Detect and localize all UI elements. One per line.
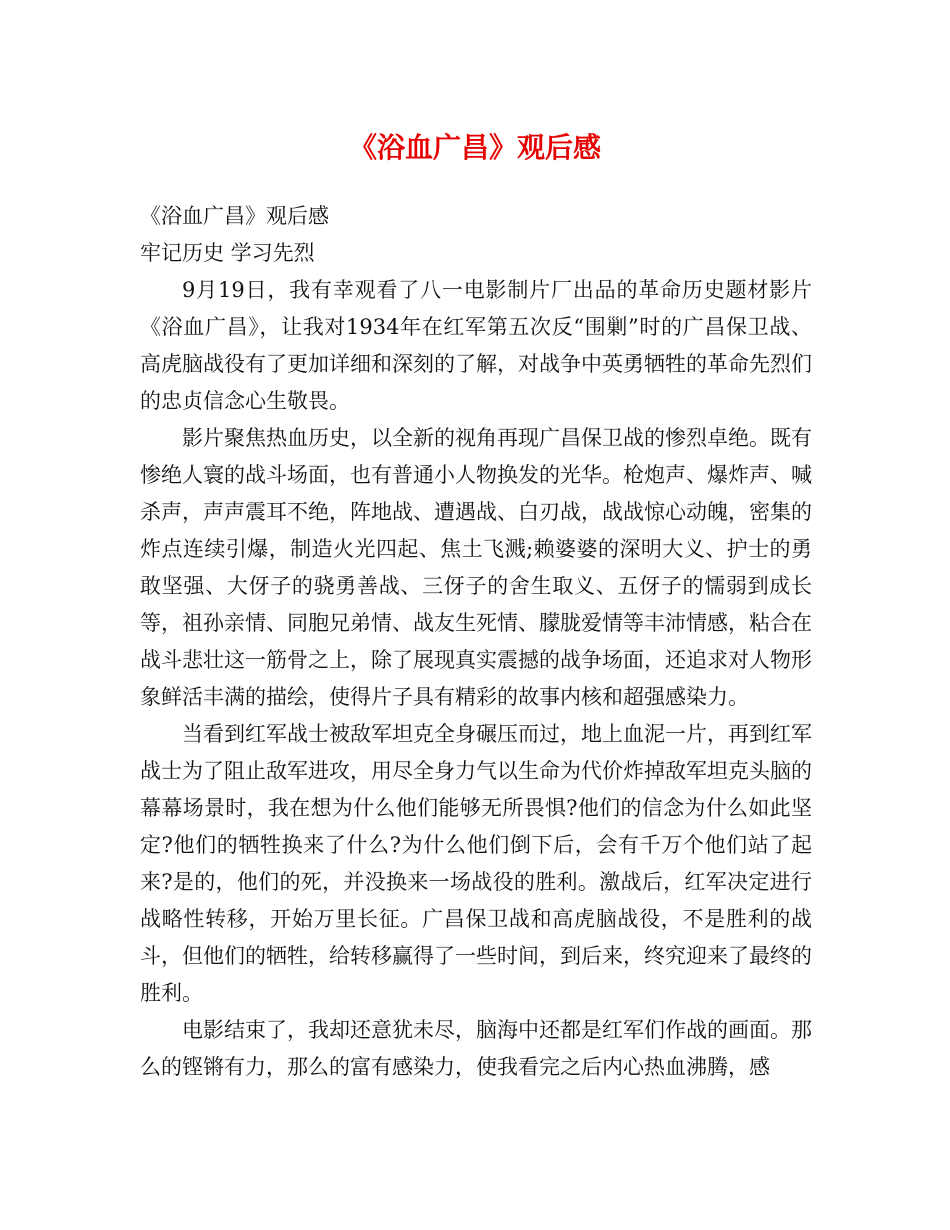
document-body [140, 198, 812, 1086]
page-title: 《浴血广昌》观后感 [348, 131, 601, 164]
paragraph-4: 电影结束了，我却还意犹未尽，脑海中还都是红军们作战的画面。那么的铿锵有力，那么的富有感染力，使我看完之后内心热血沸腾，感 [140, 1018, 812, 1079]
tagline: 牢记历史 学习先烈 [140, 241, 315, 265]
paragraph-2: 影片聚焦热血历史，以全新的视角再现广昌保卫战的惨烈卓绝。既有惨绝人寰的战斗场面，也有普通小人物换发的光华。枪炮声、爆炸声、喊杀声，声声震耳不绝，阵地战、遭遇战、白刃战，战战惊心动魄，密集的炸点连续引爆，制造火光四起、焦土飞溅;赖婆婆的深明大义、护士的勇敢坚强、大伢子的骁勇善战、三伢子的舍生取义、五伢子的懦弱到成长等，祖孙亲情、同胞兄弟情、战友生死情、朦胧爱情等丰沛情感，粘合在战斗悲壮这一筋骨之上，除了展现真实震撼的战争场面，还追求对人物形象鲜活丰满的描绘，使得片子具有精彩的故事内核和超强感染力。 [140, 426, 812, 709]
subtitle: 《浴血广昌》观后感 [140, 204, 329, 228]
paragraph-3: 当看到红军战士被敌军坦克全身碾压而过，地上血泥一片，再到红军战士为了阻止敌军进攻，用尽全身力气以生命为代价炸掉敌军坦克头脑的幕幕场景时，我在想为什么他们能够无所畏惧?他们的信念为什么如此坚定?他们的牺牲换来了什么?为什么他们倒下后，会有千万个他们站了起来?是的，他们的死，并没换来一场战役的胜利。激战后，红军决定进行战略性转移，开始万里长征。广昌保卫战和高虎脑战役，不是胜利的战斗，但他们的牺牲，给转移赢得了一些时间，到后来，终究迎来了最终的胜利。 [140, 722, 812, 1005]
paragraph-1: 9月19日，我有幸观看了八一电影制片厂出品的革命历史题材影片《浴血广昌》，让我对1934年在红军第五次反“围剿”时的广昌保卫战、高虎脑战役有了更加详细和深刻的了解，对战争中英勇牺牲的革命先烈们的忠贞信念心生敬畏。 [140, 278, 812, 413]
